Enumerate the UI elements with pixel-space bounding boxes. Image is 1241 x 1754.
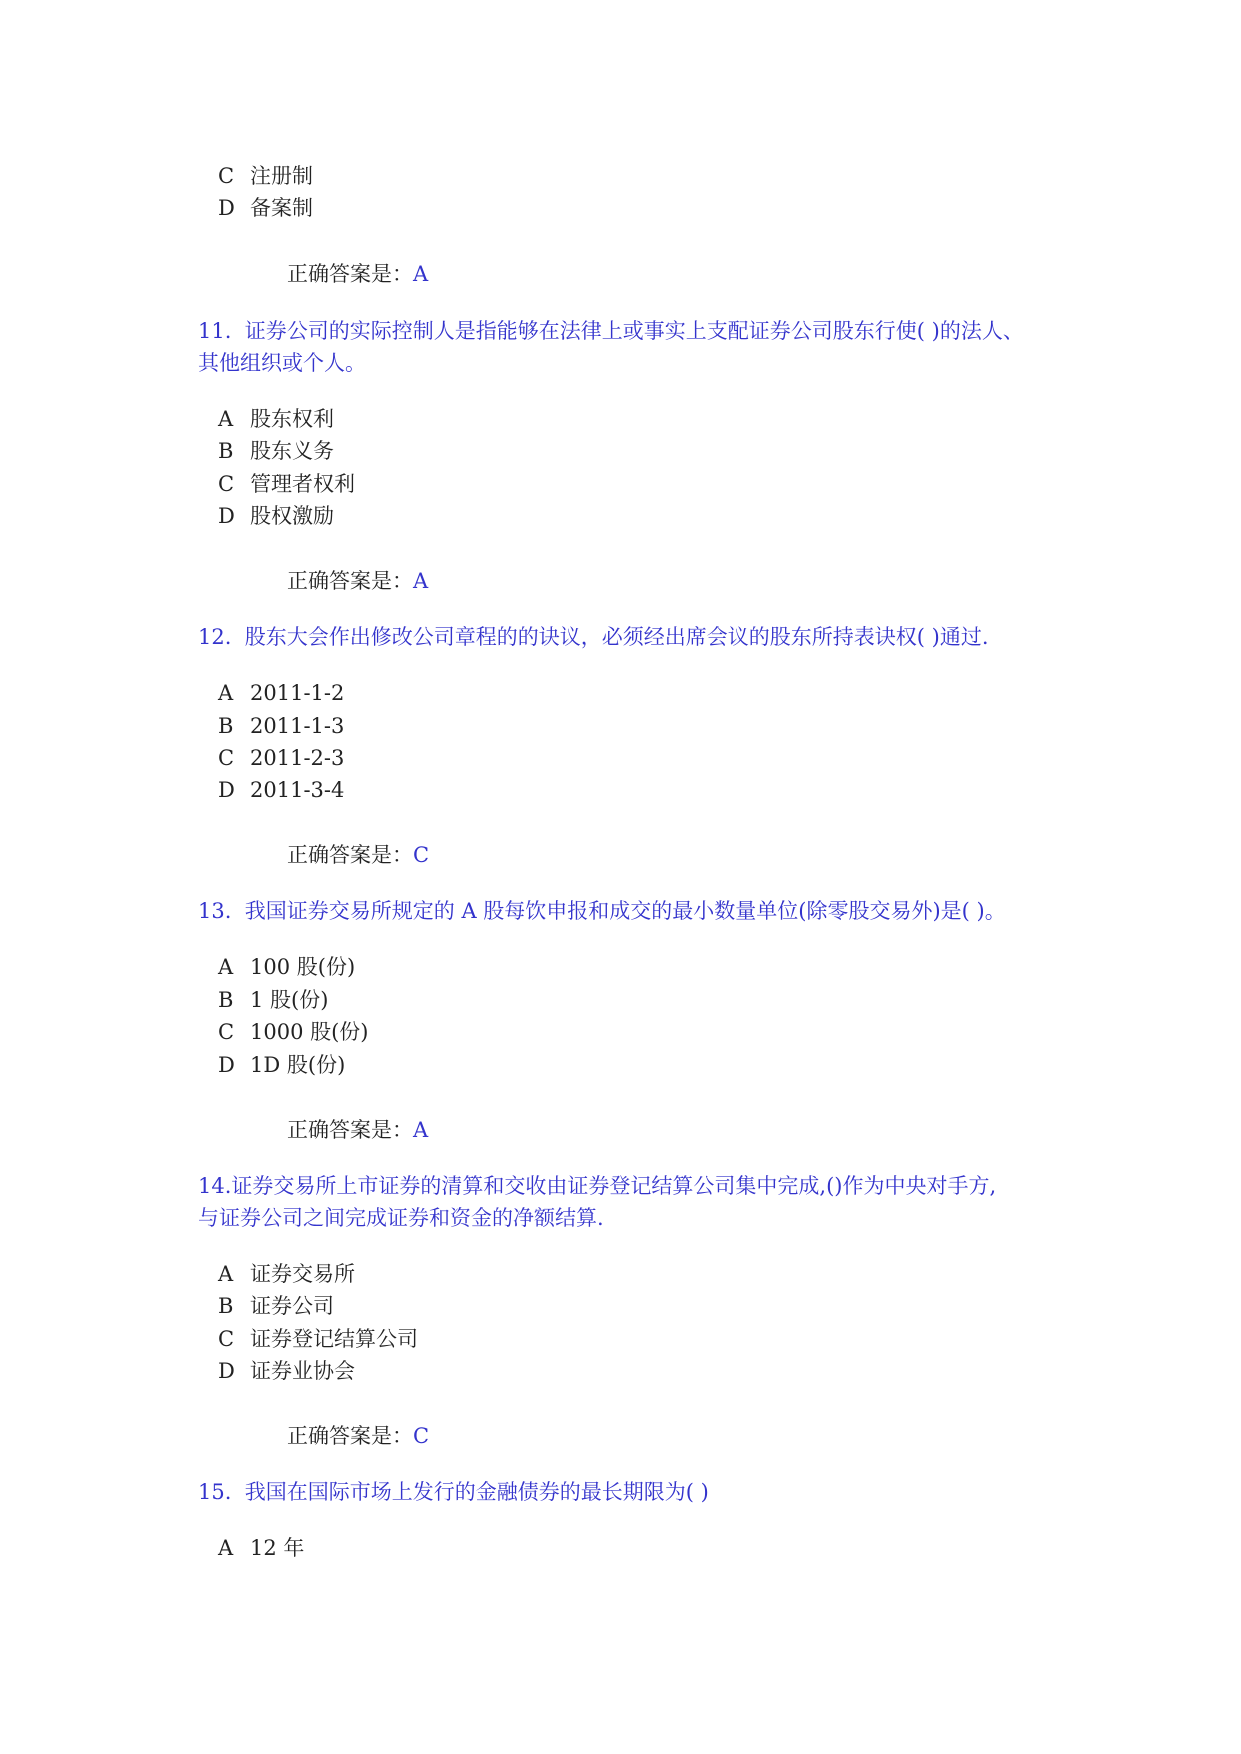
option-text: 证券业协会 xyxy=(250,1359,355,1383)
question-text: 证券公司的实际控制人是指能够在法律上或事实上支配证券公司股东行使( )的法人、 xyxy=(244,319,1024,343)
option-d xyxy=(218,195,313,221)
option-letter: C xyxy=(218,746,235,770)
question-11 xyxy=(198,318,1024,344)
option-a xyxy=(218,954,355,980)
question-number: 13. xyxy=(198,899,232,923)
option-c xyxy=(218,1019,369,1045)
question-text: 我国在国际市场上发行的金融债券的最长期限为( ) xyxy=(244,1480,709,1504)
option-text: 备案制 xyxy=(250,196,313,220)
question-text: 股东大会作出修改公司章程的的诀议，必须经出席会议的股东所持表诀权( )通过. xyxy=(244,625,989,649)
option-b xyxy=(218,987,328,1013)
question-14-cont xyxy=(198,1205,604,1231)
question-14 xyxy=(198,1173,996,1199)
answer-label: 正确答案是： xyxy=(287,1424,413,1448)
answer-value: A xyxy=(413,262,429,286)
answer-label: 正确答案是： xyxy=(287,262,413,286)
option-text: 管理者权利 xyxy=(250,472,355,496)
option-letter: A xyxy=(218,1536,234,1560)
answer-value: A xyxy=(413,569,429,593)
answer-label: 正确答案是： xyxy=(287,843,413,867)
option-letter: D xyxy=(218,504,235,528)
option-text: 100 股(份) xyxy=(250,955,356,979)
option-text: 股东权利 xyxy=(250,407,334,431)
question-12 xyxy=(198,624,989,650)
option-d xyxy=(218,1052,345,1078)
option-text: 12 年 xyxy=(250,1536,305,1560)
correct-answer xyxy=(287,568,428,594)
option-letter: B xyxy=(218,439,234,463)
option-text: 1D 股(份) xyxy=(250,1053,346,1077)
question-number: 14. xyxy=(198,1174,232,1198)
option-a xyxy=(218,1535,304,1561)
answer-value: C xyxy=(413,843,430,867)
question-text: 证券交易所上市证券的清算和交收由证券登记结算公司集中完成,()作为中央对手方, xyxy=(231,1174,997,1198)
option-letter: A xyxy=(218,1262,234,1286)
option-letter: A xyxy=(218,955,234,979)
option-letter: D xyxy=(218,1359,235,1383)
question-11-cont xyxy=(198,350,366,376)
option-text: 注册制 xyxy=(250,164,313,188)
option-text: 证券登记结算公司 xyxy=(250,1327,418,1351)
option-text: 证券公司 xyxy=(250,1294,334,1318)
option-letter: B xyxy=(218,1294,234,1318)
option-text: 1 股(份) xyxy=(250,988,329,1012)
option-text: 2011-3-4 xyxy=(250,778,345,802)
option-a xyxy=(218,406,334,432)
option-b xyxy=(218,713,344,739)
answer-value: C xyxy=(413,1424,430,1448)
option-b xyxy=(218,438,334,464)
option-d xyxy=(218,1358,355,1384)
option-a xyxy=(218,1261,355,1287)
question-number: 15. xyxy=(198,1480,232,1504)
option-letter: D xyxy=(218,778,235,802)
option-letter: C xyxy=(218,1327,235,1351)
question-number: 11. xyxy=(198,319,232,343)
question-number: 12. xyxy=(198,625,232,649)
correct-answer xyxy=(287,261,428,287)
option-letter: A xyxy=(218,681,234,705)
option-text: 2011-1-3 xyxy=(250,714,345,738)
option-text: 2011-2-3 xyxy=(250,746,345,770)
option-a xyxy=(218,680,344,706)
question-text: 其他组织或个人。 xyxy=(198,351,366,375)
answer-value: A xyxy=(413,1118,429,1142)
option-c xyxy=(218,745,344,771)
option-c xyxy=(218,163,313,189)
question-text: 与证券公司之间完成证券和资金的净额结算. xyxy=(198,1206,604,1230)
question-13 xyxy=(198,898,1006,924)
correct-answer xyxy=(287,1117,428,1143)
answer-label: 正确答案是： xyxy=(287,569,413,593)
question-text: 我国证券交易所规定的 A 股每饮申报和成交的最小数量单位(除零股交易外)是( )。 xyxy=(244,899,1006,923)
option-text: 2011-1-2 xyxy=(250,681,345,705)
option-c xyxy=(218,471,355,497)
option-letter: D xyxy=(218,1053,235,1077)
answer-label: 正确答案是： xyxy=(287,1118,413,1142)
option-c xyxy=(218,1326,418,1352)
option-letter: C xyxy=(218,1020,235,1044)
option-d xyxy=(218,503,334,529)
option-d xyxy=(218,777,344,803)
option-letter: B xyxy=(218,714,234,738)
option-letter: A xyxy=(218,407,234,431)
option-letter: C xyxy=(218,164,235,188)
question-15 xyxy=(198,1479,709,1505)
option-b xyxy=(218,1293,334,1319)
option-text: 股权激励 xyxy=(250,504,334,528)
option-letter: D xyxy=(218,196,235,220)
option-text: 1000 股(份) xyxy=(250,1020,369,1044)
option-text: 证券交易所 xyxy=(250,1262,355,1286)
correct-answer xyxy=(287,842,429,868)
option-text: 股东义务 xyxy=(250,439,334,463)
option-letter: C xyxy=(218,472,235,496)
correct-answer xyxy=(287,1423,429,1449)
option-letter: B xyxy=(218,988,234,1012)
